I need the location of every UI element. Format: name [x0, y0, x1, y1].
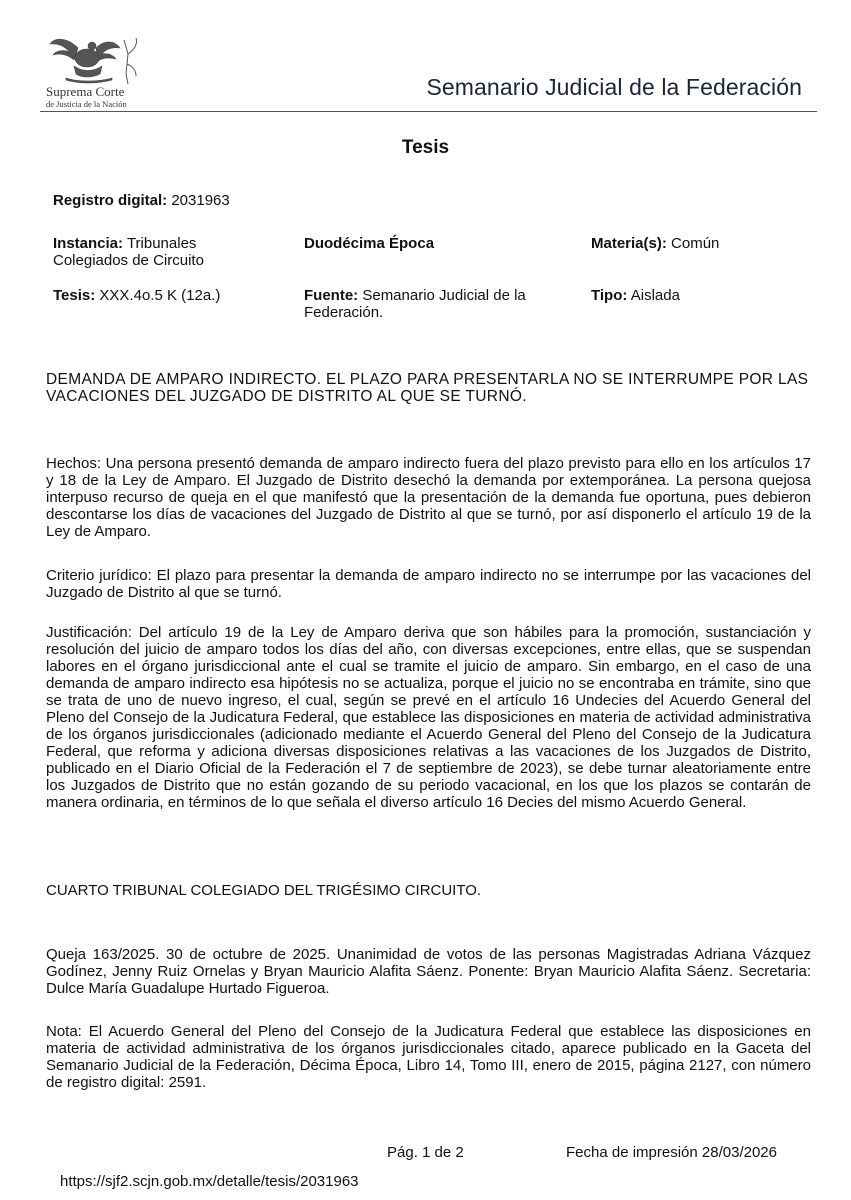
tribunal-line: CUARTO TRIBUNAL COLEGIADO DEL TRIGÉSIMO CIRCUITO.	[46, 882, 482, 899]
fuente-label: Fuente:	[304, 287, 359, 304]
fuente-field	[304, 287, 569, 321]
tesis-label: Tesis:	[53, 287, 96, 304]
fuente-value: Semanario Judicial de la Federación.	[304, 287, 526, 321]
materia-field	[591, 235, 811, 252]
header-divider	[40, 111, 817, 112]
materia-value: Común	[671, 235, 720, 252]
justificacion-paragraph: Justificación: Del artículo 19 de la Ley de Amparo deriva que son hábiles para la promoción, sustanciación y resolución del juicio de amparo todos los días del año, con diversas excepciones, entre ellas, que se suspendan labores en el órgano jurisdiccional ante el cual se tramite el juicio de amparo. Sin embargo, en el caso de una demanda de amparo indirecto esa hipótesis no se actualiza, porque el juicio no se encontraba en trámite, sino que se trata de uno de nuevo ingreso, el cual, según se prevé en el artículo 16 Undecies del Acuerdo General del Pleno del Consejo de la Judicatura Federal, que establece las disposiciones en materia de actividad administrativa de los órganos jurisdiccionales (adicionado mediante el Acuerdo General del Pleno del Consejo de la Judicatura Federal, que reforma y adiciona diversas disposiciones relativas a las vacaciones de los Juzgados de Distrito, publicado en el Diario Oficial de la Federación el 7 de septiembre de 2023), se debe turnar aleatoriamente entre los Juzgados de Distrito que no están gozando de su periodo vacacional, en los que los plazos se contarán de manera ordinaria, en términos de lo que señala el diverso artículo 16 Decies del mismo Acuerdo General.	[46, 624, 811, 811]
page-number: Pág. 1 de 2	[387, 1144, 464, 1161]
logo-text-line2: de Justicia de la Nación	[46, 99, 127, 109]
tipo-value: Aislada	[630, 287, 680, 304]
tesis-rubro: DEMANDA DE AMPARO INDIRECTO. EL PLAZO PARA PRESENTARLA NO SE INTERRUMPE POR LAS VACACIONES DEL JUZGADO DE DISTRITO AL QUE SE TURNÓ.	[46, 371, 809, 405]
tipo-field	[591, 287, 811, 304]
logo-text-line1: Suprema Corte	[46, 84, 125, 99]
tipo-label: Tipo:	[591, 287, 628, 304]
mexican-eagle-emblem-icon	[48, 34, 140, 86]
scjn-logo	[40, 34, 150, 112]
criterio-paragraph: Criterio jurídico: El plazo para presentar la demanda de amparo indirecto no se interrumpe por las vacaciones del Juzgado de Distrito al que se turnó.	[46, 567, 811, 601]
epoca-field	[304, 235, 574, 252]
epoca-value: Duodécima Época	[304, 235, 435, 252]
document-url[interactable]: https://sjf2.scjn.gob.mx/detalle/tesis/2031963	[60, 1173, 359, 1190]
materia-label: Materia(s):	[591, 235, 667, 252]
nota-paragraph: Nota: El Acuerdo General del Pleno del Consejo de la Judicatura Federal que establece las disposiciones en materia de actividad administrativa de los órganos jurisdiccionales citado, aparece publicado en la Gaceta del Semanario Judicial de la Federación, Décima Época, Libro 14, Tomo III, enero de 2015, página 2127, con número de registro digital: 2591.	[46, 1023, 811, 1091]
hechos-paragraph: Hechos: Una persona presentó demanda de amparo indirecto fuera del plazo previsto para ello en los artículos 17 y 18 de la Ley de Amparo. El Juzgado de Distrito desechó la demanda por extemporánea. La persona quejosa interpuso recurso de queja en el que manifestó que la presentación de la demanda fue oportuna, pues debieron descontarse los días de vacaciones del Juzgado de Distrito al que se turnó, por así disponerlo el artículo 19 de la Ley de Amparo.	[46, 455, 811, 540]
print-date: Fecha de impresión 28/03/2026	[566, 1144, 777, 1161]
instancia-value: Tribunales Colegiados de Circuito	[53, 235, 204, 269]
tesis-value: XXX.4o.5 K (12a.)	[99, 287, 221, 304]
registro-field	[53, 192, 230, 209]
registro-value: 2031963	[171, 192, 230, 209]
publication-title: Semanario Judicial de la Federación	[426, 74, 802, 100]
instancia-field	[53, 235, 253, 269]
precedente-paragraph: Queja 163/2025. 30 de octubre de 2025. Unanimidad de votos de las personas Magistradas Adriana Vázquez Godínez, Jenny Ruiz Ornelas y Bryan Mauricio Alafita Sáenz. Ponente: Bryan Mauricio Alafita Sáenz. Secretaria: Dulce María Guadalupe Hurtado Figueroa.	[46, 946, 811, 997]
document-title: Tesis	[401, 137, 450, 158]
registro-label: Registro digital:	[53, 192, 168, 209]
instancia-label: Instancia:	[53, 235, 124, 252]
tesis-field	[53, 287, 283, 304]
